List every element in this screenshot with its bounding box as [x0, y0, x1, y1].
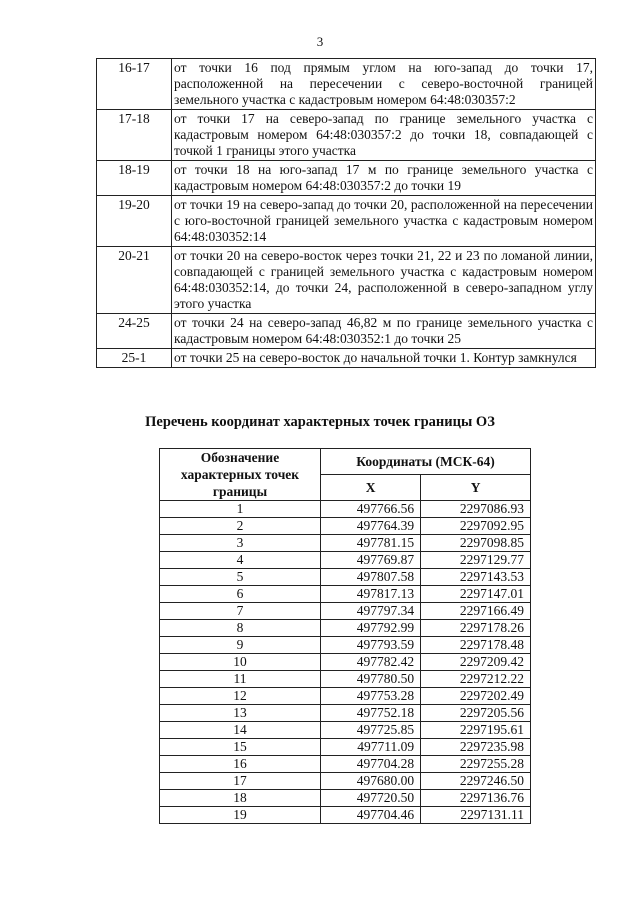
y-coordinate: 2297143.53	[421, 569, 531, 586]
x-coordinate: 497780.50	[321, 671, 421, 688]
point-number: 12	[160, 688, 321, 705]
segment-description: от точки 24 на северо-запад 46,82 м по границе земельного участка с кадастровым номером 64:48:030352:1 до точки 25	[172, 314, 596, 349]
x-coordinate: 497680.00	[321, 773, 421, 790]
segment-id: 24-25	[97, 314, 172, 349]
segment-description: от точки 25 на северо-восток до начальной точки 1. Контур замкнулся	[172, 349, 596, 368]
table-header-row	[160, 449, 531, 475]
x-coordinate: 497782.42	[321, 654, 421, 671]
x-coordinate: 497797.34	[321, 603, 421, 620]
y-coordinate: 2297092.95	[421, 518, 531, 535]
point-number: 8	[160, 620, 321, 637]
y-coordinate: 2297205.56	[421, 705, 531, 722]
table-row	[160, 637, 531, 654]
table-row	[160, 773, 531, 790]
x-coordinate: 497704.28	[321, 756, 421, 773]
page-number: 3	[316, 34, 324, 49]
segment-description: от точки 20 на северо-восток через точки 21, 22 и 23 по ломаной линии, совпадающей с границей земельного участка с кадастровым номером 64:48:030352:14, до точки 24, расположенной в северо-западном углу этого участка	[172, 247, 596, 314]
y-coordinate: 2297178.26	[421, 620, 531, 637]
table-row	[97, 161, 596, 196]
x-coordinate: 497720.50	[321, 790, 421, 807]
x-coordinate: 497711.09	[321, 739, 421, 756]
x-coordinate: 497817.13	[321, 586, 421, 603]
table-row	[160, 790, 531, 807]
segment-description: от точки 19 на северо-запад до точки 20, расположенной на пересечении с юго-восточной границей земельного участка с кадастровым номером 64:48:030352:14	[172, 196, 596, 247]
point-number: 17	[160, 773, 321, 790]
x-coordinate: 497792.99	[321, 620, 421, 637]
x-coordinate: 497725.85	[321, 722, 421, 739]
point-number: 9	[160, 637, 321, 654]
x-coordinate: 497807.58	[321, 569, 421, 586]
y-coordinate: 2297202.49	[421, 688, 531, 705]
y-coordinate: 2297178.48	[421, 637, 531, 654]
x-coordinate: 497752.18	[321, 705, 421, 722]
table-row	[160, 620, 531, 637]
point-number: 10	[160, 654, 321, 671]
table-row	[97, 247, 596, 314]
table-row	[160, 501, 531, 518]
table-row	[160, 535, 531, 552]
table-row	[97, 196, 596, 247]
y-coordinate: 2297136.76	[421, 790, 531, 807]
y-coordinate: 2297129.77	[421, 552, 531, 569]
table-row	[160, 688, 531, 705]
table-row	[160, 722, 531, 739]
segment-description: от точки 18 на юго-запад 17 м по границе земельного участка с кадастровым номером 64:48:030357:2 до точки 19	[172, 161, 596, 196]
x-coordinate: 497753.28	[321, 688, 421, 705]
y-coordinate: 2297246.50	[421, 773, 531, 790]
y-coordinate: 2297235.98	[421, 739, 531, 756]
segment-description: от точки 17 на северо-запад по границе земельного участка с кадастровым номером 64:48:030357:2 до точки 18, совпадающей с точкой 1 границы этого участка	[172, 110, 596, 161]
coordinates-table	[159, 448, 531, 824]
table-row	[160, 739, 531, 756]
table-row	[160, 518, 531, 535]
x-coordinate: 497793.59	[321, 637, 421, 654]
segment-id: 18-19	[97, 161, 172, 196]
point-number: 18	[160, 790, 321, 807]
table-row	[97, 110, 596, 161]
segment-id: 16-17	[97, 59, 172, 110]
segment-id: 17-18	[97, 110, 172, 161]
y-coordinate: 2297195.61	[421, 722, 531, 739]
table-row	[97, 314, 596, 349]
y-coordinate: 2297166.49	[421, 603, 531, 620]
y-coordinate: 2297131.11	[421, 807, 531, 824]
point-number: 15	[160, 739, 321, 756]
x-coordinate: 497766.56	[321, 501, 421, 518]
table-row	[160, 586, 531, 603]
point-number: 11	[160, 671, 321, 688]
point-number: 2	[160, 518, 321, 535]
point-number: 14	[160, 722, 321, 739]
y-coordinate: 2297255.28	[421, 756, 531, 773]
point-number: 19	[160, 807, 321, 824]
y-coordinate: 2297147.01	[421, 586, 531, 603]
y-coordinate: 2297212.22	[421, 671, 531, 688]
point-number: 6	[160, 586, 321, 603]
point-number: 1	[160, 501, 321, 518]
table-row	[160, 671, 531, 688]
point-number: 3	[160, 535, 321, 552]
x-coordinate: 497704.46	[321, 807, 421, 824]
boundary-segments-table	[96, 58, 596, 368]
x-coordinate: 497781.15	[321, 535, 421, 552]
table-row	[160, 807, 531, 824]
coordinates-header: Координаты (МСК-64)	[321, 449, 531, 475]
point-number: 13	[160, 705, 321, 722]
table-row	[160, 705, 531, 722]
segment-id: 19-20	[97, 196, 172, 247]
point-number: 4	[160, 552, 321, 569]
table-row	[97, 349, 596, 368]
point-number: 7	[160, 603, 321, 620]
x-column-header: X	[321, 475, 421, 501]
segment-description: от точки 16 под прямым углом на юго-запад до точки 17, расположенной на пересечении с северо-восточной границей земельного участка с кадастровым номером 64:48:030357:2	[172, 59, 596, 110]
table-row	[160, 756, 531, 773]
table-row	[160, 569, 531, 586]
point-number: 16	[160, 756, 321, 773]
table-row	[160, 654, 531, 671]
section-title: Перечень координат характерных точек границы ОЗ	[145, 414, 495, 430]
y-coordinate: 2297086.93	[421, 501, 531, 518]
x-coordinate: 497769.87	[321, 552, 421, 569]
y-coordinate: 2297209.42	[421, 654, 531, 671]
y-coordinate: 2297098.85	[421, 535, 531, 552]
x-coordinate: 497764.39	[321, 518, 421, 535]
y-column-header: Y	[421, 475, 531, 501]
table-row	[160, 552, 531, 569]
point-number: 5	[160, 569, 321, 586]
table-row	[160, 603, 531, 620]
point-designation-header: Обозначение характерных точек границы	[160, 449, 321, 501]
segment-id: 20-21	[97, 247, 172, 314]
table-row	[97, 59, 596, 110]
segment-id: 25-1	[97, 349, 172, 368]
